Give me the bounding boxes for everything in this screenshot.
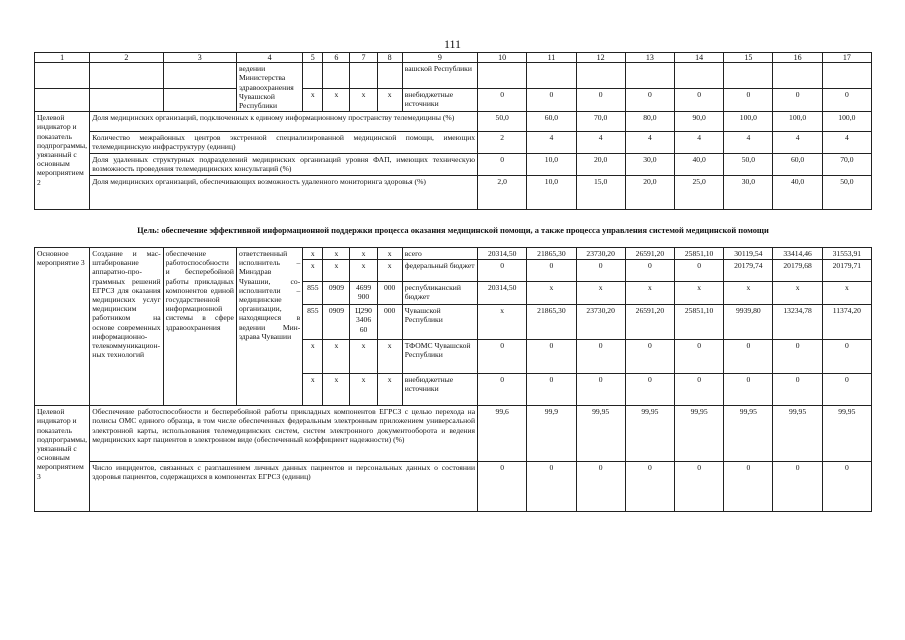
header-cell: 16 <box>773 53 822 63</box>
table-cell: 0 <box>822 462 871 512</box>
table-cell: 10,0 <box>527 154 576 176</box>
table-cell: 40,0 <box>675 154 724 176</box>
source-cell: федеральный бюджет <box>402 260 477 282</box>
table-cell: 99,9 <box>527 406 576 462</box>
executor-cell: ведении Министерства здравоохранения Чувашской Республики <box>236 63 302 112</box>
table-cell: 4 <box>675 132 724 154</box>
table-cell: 100,0 <box>724 112 773 132</box>
table-cell: 30,0 <box>625 154 674 176</box>
table-cell: x <box>323 340 350 374</box>
table-cell: 20314,50 <box>478 282 527 305</box>
header-cell: 15 <box>724 53 773 63</box>
table-cell: x <box>303 374 323 406</box>
table-cell: 9939,80 <box>724 305 773 340</box>
table-cell: 0 <box>527 374 576 406</box>
table-cell: 80,0 <box>625 112 674 132</box>
table-cell: x <box>303 340 323 374</box>
table-cell: 0 <box>478 88 527 112</box>
table-cell: 60,0 <box>773 154 822 176</box>
table-cell: 0 <box>724 88 773 112</box>
table-cell: x <box>377 88 402 112</box>
table-cell: 0 <box>773 462 822 512</box>
table-cell: 10,0 <box>527 176 576 210</box>
header-cell: 3 <box>163 53 236 63</box>
table-cell: 99,95 <box>773 406 822 462</box>
header-cell: 13 <box>625 53 674 63</box>
table-cell: 13234,78 <box>773 305 822 340</box>
table-cell: 0 <box>675 340 724 374</box>
table-cell: 0 <box>822 88 871 112</box>
table-cell: x <box>625 282 674 305</box>
source-cell: ТФОМС Чувашской Республики <box>402 340 477 374</box>
table-cell: 0 <box>478 340 527 374</box>
indicator-text: Обеспечение работоспособности и бесперебойной работы прикладных компонентов ЕГРСЗ с целью перехода на полисы ОМС единого образца, в том числе обеспеченных федеральным электронным приложением универсальной электронной карты, использования телемедицинских систем, систем электронного документооборота и ведения медицинских карт пациентов в электронном виде (обеспеченный коэффициент надежности) (%) <box>90 406 478 462</box>
table-cell: x <box>724 282 773 305</box>
table-cell: x <box>323 88 350 112</box>
table-cell: 99,95 <box>822 406 871 462</box>
table-cell: 26591,20 <box>625 248 674 260</box>
table-cell: 20314,50 <box>478 248 527 260</box>
page-number: 111 <box>443 37 462 51</box>
table-cell: 99,95 <box>576 406 625 462</box>
table-cell: 60,0 <box>527 112 576 132</box>
table-cell: 0 <box>675 260 724 282</box>
header-row <box>35 53 872 63</box>
table-cell: 0 <box>527 88 576 112</box>
table-cell: 0 <box>773 88 822 112</box>
indicator-label: Целевой индикатор и показатель подпрограммы, увязанный с основным мероприятием 2 <box>35 112 90 210</box>
table-row <box>35 88 872 112</box>
table-cell: x <box>350 374 377 406</box>
table-cell: 50,0 <box>822 176 871 210</box>
header-cell: 1 <box>35 53 90 63</box>
source-cell: Чувашской Республики <box>402 305 477 340</box>
table-cell: 0 <box>625 374 674 406</box>
table-cell: 0 <box>625 260 674 282</box>
table-cell: 99,6 <box>478 406 527 462</box>
source-cell: вашской Республики <box>402 63 477 88</box>
table-cell: x <box>303 248 323 260</box>
table-cell: 0 <box>822 340 871 374</box>
table-cell: x <box>478 305 527 340</box>
table-cell: 0 <box>576 374 625 406</box>
indicator-row <box>35 112 872 132</box>
table-cell: 33414,46 <box>773 248 822 260</box>
table-cell: 21865,30 <box>527 248 576 260</box>
table-cell: 20179,71 <box>822 260 871 282</box>
table-cell: 0 <box>478 154 527 176</box>
table-cell: 0 <box>576 88 625 112</box>
table-cell: 31553,91 <box>822 248 871 260</box>
indicator-text: Количество межрайонных центров экстренной специализированной медицинской помощи, имеющих телемедицинскую инфраструктуру (единиц) <box>90 132 478 154</box>
table-cell: 0 <box>576 260 625 282</box>
table-cell: 0 <box>478 374 527 406</box>
table-cell: 2 <box>478 132 527 154</box>
table-cell: 0 <box>625 340 674 374</box>
header-cell: 14 <box>675 53 724 63</box>
header-cell: 4 <box>236 53 302 63</box>
table-cell: 0 <box>675 88 724 112</box>
table-cell: x <box>350 88 377 112</box>
table-cell: x <box>303 88 323 112</box>
table-cell: 20,0 <box>576 154 625 176</box>
table-cell: x <box>527 282 576 305</box>
table-cell: x <box>350 260 377 282</box>
source-cell: республиканский бюджет <box>402 282 477 305</box>
table-cell: 4 <box>773 132 822 154</box>
table-cell: 99,95 <box>675 406 724 462</box>
activity-executor: ответственный исполнитель – Минздрав Чувашии, соисполнители – медицинские организации, находящиеся в ведении Минздрава Чувашии <box>236 248 302 406</box>
table-cell: 23730,20 <box>576 248 625 260</box>
table-cell: 100,0 <box>773 112 822 132</box>
table-cell: 70,0 <box>576 112 625 132</box>
indicator-row <box>35 132 872 154</box>
table-cell: 000 <box>377 282 402 305</box>
table-cell: 0909 <box>323 282 350 305</box>
table-cell: 0 <box>773 374 822 406</box>
activity-result: обеспечение работоспособности и бесперебойной работы прикладных компонентов единой государственной информационной системы в сфере здравоохранения <box>163 248 236 406</box>
table-cell: x <box>350 340 377 374</box>
table-cell: 0 <box>527 462 576 512</box>
header-cell: 12 <box>576 53 625 63</box>
table-cell: 4 <box>625 132 674 154</box>
header-cell: 2 <box>90 53 163 63</box>
table-cell: 21865,30 <box>527 305 576 340</box>
indicator-row <box>35 462 872 512</box>
table-cell: 000 <box>377 305 402 340</box>
table-cell: x <box>377 340 402 374</box>
table-cell: x <box>377 248 402 260</box>
indicator-row <box>35 154 872 176</box>
table-cell: 2,0 <box>478 176 527 210</box>
table-cell: 20179,74 <box>724 260 773 282</box>
table-top <box>34 52 872 210</box>
table-cell: x <box>303 260 323 282</box>
indicator-row <box>35 176 872 210</box>
table-cell: 30119,54 <box>724 248 773 260</box>
table-cell: 0 <box>478 462 527 512</box>
header-cell: 10 <box>478 53 527 63</box>
table-cell: x <box>323 374 350 406</box>
table-cell: x <box>350 248 377 260</box>
indicator-label: Целевой индикатор и показатель подпрограммы, увязанный с основным мероприятием 3 <box>35 406 90 512</box>
table-cell: 26591,20 <box>625 305 674 340</box>
table-cell: 11374,20 <box>822 305 871 340</box>
table-cell: 40,0 <box>773 176 822 210</box>
table-cell: Ц290 3406 60 <box>350 305 377 340</box>
table-bottom <box>34 247 872 512</box>
table-cell: 0 <box>527 340 576 374</box>
table-cell: 99,95 <box>625 406 674 462</box>
table-cell: 4 <box>822 132 871 154</box>
header-cell: 8 <box>377 53 402 63</box>
table-cell: x <box>773 282 822 305</box>
table-cell: x <box>822 282 871 305</box>
indicator-text: Доля удаленных структурных подразделений медицинских организаций уровня ФАП, имеющих техническую возможность проведения телемедицинских консультаций (%) <box>90 154 478 176</box>
table-cell: 50,0 <box>478 112 527 132</box>
table-cell: 25,0 <box>675 176 724 210</box>
table-cell: 0 <box>576 462 625 512</box>
header-cell: 6 <box>323 53 350 63</box>
table-cell: 20,0 <box>625 176 674 210</box>
table-cell: 20179,68 <box>773 260 822 282</box>
table-cell: 855 <box>303 305 323 340</box>
goal-heading: Цель: обеспечение эффективной информационной поддержки процесса оказания медицинской помощи, а также процесса управления системой медицинской помощи <box>137 226 769 235</box>
table-row <box>35 63 872 88</box>
table-cell: x <box>377 374 402 406</box>
table-cell: 0 <box>527 260 576 282</box>
table-cell: 0 <box>625 462 674 512</box>
table-cell: 0 <box>625 88 674 112</box>
table-cell: 25851,10 <box>675 305 724 340</box>
table-cell: 15,0 <box>576 176 625 210</box>
indicator-row <box>35 406 872 462</box>
activity-number: Основное мероприятие 3 <box>35 248 90 406</box>
table-cell: x <box>576 282 625 305</box>
table-cell: 0 <box>478 260 527 282</box>
table-cell: 4 <box>527 132 576 154</box>
table-cell: 0 <box>724 340 773 374</box>
table-cell: x <box>675 282 724 305</box>
table-cell: x <box>377 260 402 282</box>
table-row <box>35 248 872 260</box>
table-cell: 99,95 <box>724 406 773 462</box>
indicator-text: Доля медицинских организаций, обеспечивающих возможность удаленного мониторинга здоровья (%) <box>90 176 478 210</box>
table-cell: 50,0 <box>724 154 773 176</box>
table-cell: 0 <box>724 374 773 406</box>
table-cell: 23730,20 <box>576 305 625 340</box>
header-cell: 9 <box>402 53 477 63</box>
indicator-text: Доля медицинских организаций, подключенных к единому информационному пространству телемедицины (%) <box>90 112 478 132</box>
table-cell: 855 <box>303 282 323 305</box>
table-cell: 30,0 <box>724 176 773 210</box>
activity-name: Создание и масштабирование аппаратно-программных решений ЕГРСЗ для оказания медицинских услуг медицинским работником на основе современных информационно-телекоммуникационных технологий <box>90 248 163 406</box>
table-cell: 0 <box>576 340 625 374</box>
table-cell: 0 <box>822 374 871 406</box>
indicator-text: Число инцидентов, связанных с разглашением личных данных пациентов и персональных данных о состоянии здоровья пациентов, содержащихся в компонентах ЕГРСЗ (единиц) <box>90 462 478 512</box>
header-cell: 5 <box>303 53 323 63</box>
table-cell: 70,0 <box>822 154 871 176</box>
table-cell: 4 <box>724 132 773 154</box>
header-cell: 11 <box>527 53 576 63</box>
source-cell: внебюджетные источники <box>402 88 477 112</box>
source-cell: внебюджетные источники <box>402 374 477 406</box>
table-cell: x <box>323 248 350 260</box>
header-cell: 17 <box>822 53 871 63</box>
table-cell: 0 <box>675 462 724 512</box>
table-cell: 25851,10 <box>675 248 724 260</box>
table-cell: 4 <box>576 132 625 154</box>
source-cell: всего <box>402 248 477 260</box>
table-cell: x <box>323 260 350 282</box>
table-cell: 4699 900 <box>350 282 377 305</box>
table-cell: 0909 <box>323 305 350 340</box>
table-cell: 0 <box>724 462 773 512</box>
table-cell: 100,0 <box>822 112 871 132</box>
table-cell: 0 <box>773 340 822 374</box>
header-cell: 7 <box>350 53 377 63</box>
table-cell: 0 <box>675 374 724 406</box>
table-cell: 90,0 <box>675 112 724 132</box>
